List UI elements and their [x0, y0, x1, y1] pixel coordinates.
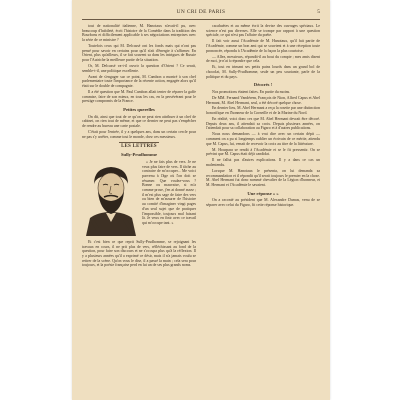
header-rule — [82, 19, 320, 20]
paragraph: C'était pour l'entrée, il y a quelques ans, dans un certain cercle pour ne pas s'y arrêter, comme tout le monde, chez ces messieurs. — [82, 130, 196, 139]
paragraph: Et, tout en trimant ses petits pains lourds dans un grand bol de chocolat, M. Sully-Prudhomme, seule un peu souriante, parle de la politique et du pays. — [206, 65, 320, 79]
paragraph: M. Hourpara se rendit à l'Académie et se le fit pressentir. On se prévint que M. Capus était déjà candidat. — [206, 147, 320, 157]
paragraph: En réalité, voici donc ces que M. Abel Hermant devrait être décoré. Depuis deux ans, il attendait sa croix. Depuis plusieurs années, on l'attendait pour sa collaboration au Figaro et à d'autres publications. — [206, 117, 320, 131]
running-head — [72, 9, 330, 19]
document-page — [72, 0, 330, 400]
paragraph: Or, M. Delcassé va-t-il ouvrir la question d'Orient ? Ce serait, semble-t-il, une politique excellente. — [82, 64, 196, 73]
portrait-illustration — [82, 160, 140, 236]
paragraph: Et c'est bien ce que reprit Sully-Prudhomme, se rejoignant les travaux en cours, il ne prit plus de vers, réfléchissant au fond de la question, pour faire son discours et ne s'occupa plus qu'à la réflexion. Il y a plusieurs années qu'il a exprimé ce désir, mais il n'a jamais voulu se retirer de la scène. Qu'on vous le dise, il a passé la main ; cela sera pour toujours, et la poésie française perd en lui un de ses plus grands noms. — [82, 239, 196, 268]
portrait-block — [82, 160, 196, 238]
quotation-text: « Je ne fais plus de vers. Je ne veux plus faire de vers. Il tâche au contraire de m'occuper... Me voici parvenu à l'âge où l'on doit se résumer. Que voulez-vous ? Bonne ou mauvaise, si m'a comme prose, j'en ai donné assez ; il m'est plus sage de faire des vers ou bien de m'assurer de l'histoire au comité d'imaginer vingt pages d'un seul sujet que de pratiquer l'impossible, toujours mal faisant là. Je veux en finir avec ce travail qui m'occupe tant. » — [142, 159, 196, 225]
running-head-title: UN CRI DE PARIS — [176, 9, 226, 15]
left-column — [82, 24, 196, 269]
section-heading-lettres: LES LETTRES — [121, 144, 157, 150]
paragraph: Il a été question que M. Paul Cambon allait tenter de réparer la gaffe commise, faire de son mieux, en tous les cas, en la persévérant pour le prestige compromis de la France. — [82, 89, 196, 104]
page-number: 5 — [317, 9, 320, 15]
paragraph: Lorsque M. Hanotaux le présenta, on lui demanda sa recommandation et il répondit qu'il serait toujours le premier en la chose. M. Abel Hermant fut donc nommé chevalier de la Légion d'honneur, et M. Hermant et l'Académie le savaient. — [206, 168, 320, 187]
paragraph: Il fait voir aussi l'Académie de M. Hanotaux, qu'il fait partie de l'Académie, comme un bon ami qui se souvient et à une réception toute prononcée, répondu à l'Académie de la façon la plus courtoise. — [206, 39, 320, 53]
paragraph: De MM. Fernand Vandérem, François de Nion, Alfred Capus et Abel Hermant, M. Abel Hermant, seul, a été décoré quelque chose. — [206, 95, 320, 105]
section-divider — [119, 142, 159, 143]
paragraph: Nous nous demandons — à vrai dire avec un certain dépit — comment on a pu si longtemps oublier un écrivain de ce mérite, attendu que M. Capus, lui, venait de recevoir la croix au titre de la littérature. — [206, 132, 320, 146]
decores-heading: Décorés ! — [253, 82, 273, 88]
paragraph: On a raconté au président que M. Alexandre Dumas, venu de se séparer avec celui du Figaro, fit cette réponse historique. — [206, 198, 320, 208]
paragraph: Toutefois ceux qui M. Delcassé ont les fonds mais qui n'ont pas pensé pour savoir en certains pour qu'il n'ait d'énergie à s'affirmer. En Orient, plus qu'ailleurs, il se fait souvent sa dans les intrigues de Russie pour l'Autriche la meilleure partie de la situation. — [82, 44, 196, 63]
paragraph: En dernier lieu, M. Abel Hermant a reçu la rosette par une distinction honorifique en l'honneur de la Corneille et de la Marine du Nord. — [206, 106, 320, 116]
paragraph: Nos promotions étaient faites. En partie du moins. — [212, 90, 291, 94]
paragraph: Il ne fallut pas d'autres explications. Il y a dans ce cas un malentendu. — [206, 158, 320, 167]
reponse-heading: Une réponse « » — [247, 190, 279, 196]
petites-querelles-heading: Petites querelles — [123, 107, 155, 112]
paragraph: Avant de s'engager sur ce point, M. Cambon a montré à son chef parlementaire toute l'importance de la récente action, engagée alors qu'il était sur le double de compagnie. — [82, 74, 196, 88]
paragraph: — Allez, messieurs, répondit-il au bout du compte ; mes amis disent de moi, je n'ai à répondre que cela. — [206, 54, 320, 64]
paragraph: On dit, ainsi que tout de ce qu'on ne peut rien attribuer à un chef de cabinet, on rien tout de même, et que ce dernier ne peut pas s'empêcher de rendre au bureau une carte postale. — [82, 114, 196, 129]
paragraph: tout de nationalité italienne, M. Hanotaux n'avait-il pu, avec beaucoup d'habileté, écrit l'histoire de la Comédie dans la tradition des Bourbons et difficilement applicable à ses négociations entreprises avec la série de ce ministre ? — [82, 24, 196, 43]
subject-heading: Sully-Prudhomme — [121, 152, 157, 158]
right-column — [206, 24, 320, 209]
paragraph: cacahuètes et au même écrit la devise des ouvrages spéciaux. Le science n'est pas diverses. Elle se trompe par rapport à une question spéciale, ce qui n'est pas l'affaire du poète. — [206, 24, 320, 38]
